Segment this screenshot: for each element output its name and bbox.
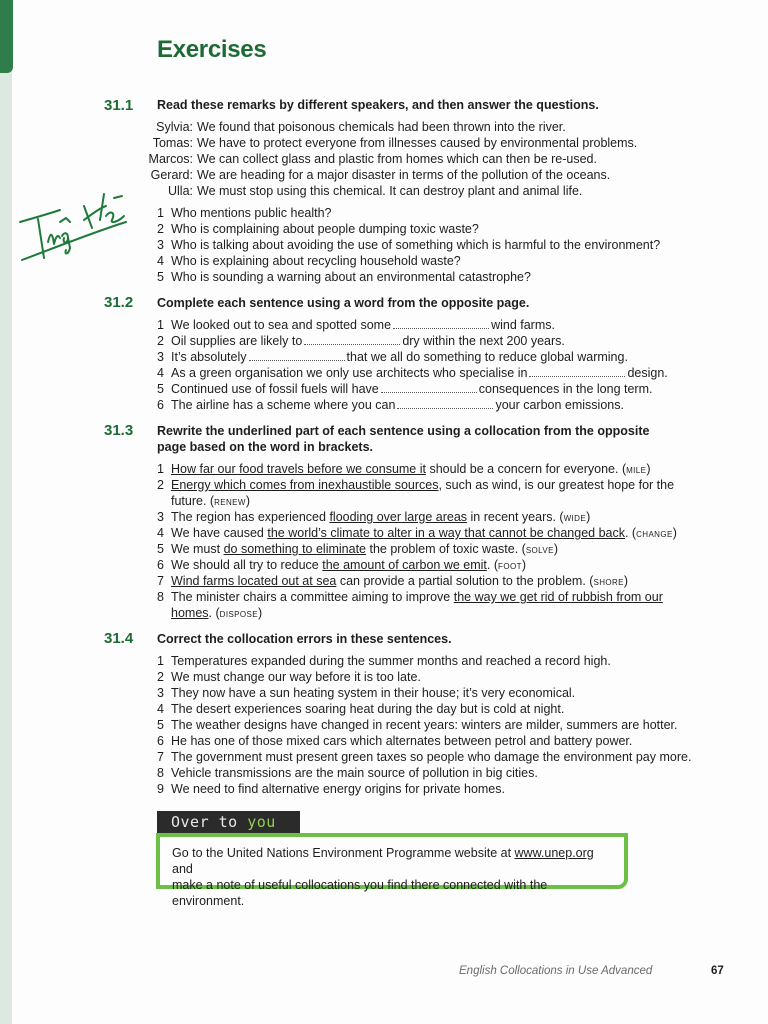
correction-item: 2 We must change our way before it is too late. [157,670,421,684]
gap-fill-item: 2 Oil supplies are likely to dry within the next 200 years. [157,334,565,348]
handwritten-signature [14,186,134,266]
section-instruction: Complete each sentence using a word from the opposite page. [157,296,530,310]
section-number: 31.1 [104,97,134,114]
chapter-tab-marker [0,0,13,73]
question-item: 3 Who is talking about avoiding the use of something which is harmful to the environment? [157,238,661,252]
rewrite-item: 6 We should all try to reduce the amount of carbon we emit. (foot) [157,558,527,572]
rewrite-item: 4 We have caused the world’s climate to alter in a way that cannot be changed back. (change) [157,526,677,540]
rewrite-item: 3 The region has experienced flooding over large areas in recent years. (wide) [157,510,591,524]
over-to-you-box [156,833,628,908]
gap-fill-item: 1 We looked out to sea and spotted some wind farms. [157,318,555,332]
question-item: 1 Who mentions public health? [157,206,332,220]
rewrite-item: 8 The minister chairs a committee aiming to improve the way we get rid of rubbish from our [157,590,663,604]
rewrite-item-continued: homes. (dispose) [171,606,263,620]
speaker-remark: Gerard: We are heading for a major disaster in terms of the pollution of the oceans. [150,168,611,182]
page-edge-strip [0,0,12,1024]
question-item: 5 Who is sounding a warning about an environmental catastrophe? [157,270,531,284]
speaker-remark: Sylvia: We found that poisonous chemicals had been thrown into the river. [156,120,566,134]
rewrite-item-continued: future. (renew) [171,494,251,508]
over-to-you-line: Go to the United Nations Environment Programme website at www.unep.org and [172,846,594,876]
answer-gap[interactable] [397,399,493,409]
section-number: 31.3 [104,422,134,439]
speaker-remark: Marcos: We can collect glass and plastic from homes which can then be re-used. [148,152,597,166]
over-to-you-line: make a note of useful collocations you find there connected with the environment. [172,878,548,908]
correction-item: 9 We need to find alternative energy origins for private homes. [157,782,505,796]
section-number: 31.4 [104,630,134,647]
page-number: 67 [711,965,724,977]
correction-item: 8 Vehicle transmissions are the main source of pollution in big cities. [157,766,538,780]
answer-gap[interactable] [381,383,477,393]
gap-fill-item: 5 Continued use of fossil fuels will have consequences in the long term. [157,382,653,396]
answer-gap[interactable] [393,319,489,329]
correction-item: 5 The weather designs have changed in recent years: winters are milder, summers are hotter. [157,718,678,732]
section-number: 31.2 [104,294,134,311]
speaker-remark: Tomas: We have to protect everyone from illnesses caused by environmental problems. [152,136,638,150]
question-item: 4 Who is explaining about recycling household waste? [157,254,461,268]
correction-item: 7 The government must present green taxes so people who damage the environment pay more. [157,750,692,764]
section-instruction: Rewrite the underlined part of each sentence using a collocation from the opposite page based on the word in brackets. [157,424,650,454]
unep-link[interactable]: www.unep.org [514,846,594,860]
rewrite-item: 2 Energy which comes from inexhaustible sources, such as wind, is our greatest hope for the [157,478,675,492]
correction-item: 6 He has one of those mixed cars which alternates between petrol and battery power. [157,734,633,748]
correction-item: 3 They now have a sun heating system in their house; it’s very economical. [157,686,576,700]
rewrite-item: 5 We must do something to eliminate the problem of toxic waste. (solve) [157,542,559,556]
page-title: Exercises [157,36,267,63]
rewrite-item: 1 How far our food travels before we consume it should be a concern for everyone. (mile) [157,462,651,476]
footer-book-title: English Collocations in Use Advanced [459,965,653,977]
speaker-remark: Ulla: We must stop using this chemical. It can destroy plant and animal life. [167,184,583,198]
answer-gap[interactable] [529,367,625,377]
gap-fill-item: 4 As a green organisation we only use architects who specialise in design. [157,366,668,380]
rewrite-item: 7 Wind farms located out at sea can provide a partial solution to the problem. (shore) [157,574,629,588]
section-instruction: Read these remarks by different speakers, and then answer the questions. [157,98,599,112]
answer-gap[interactable] [249,351,345,361]
answer-gap[interactable] [304,335,400,345]
gap-fill-item: 6 The airline has a scheme where you can your carbon emissions. [157,398,624,412]
gap-fill-item: 3 It’s absolutely that we all do something to reduce global warming. [157,350,628,364]
over-to-you-tab: Over to you [157,811,300,834]
section-instruction: Correct the collocation errors in these sentences. [157,632,452,646]
question-item: 2 Who is complaining about people dumping toxic waste? [157,222,479,236]
correction-item: 4 The desert experiences soaring heat during the day but is cold at night. [157,702,565,716]
correction-item: 1 Temperatures expanded during the summer months and reached a record high. [157,654,611,668]
